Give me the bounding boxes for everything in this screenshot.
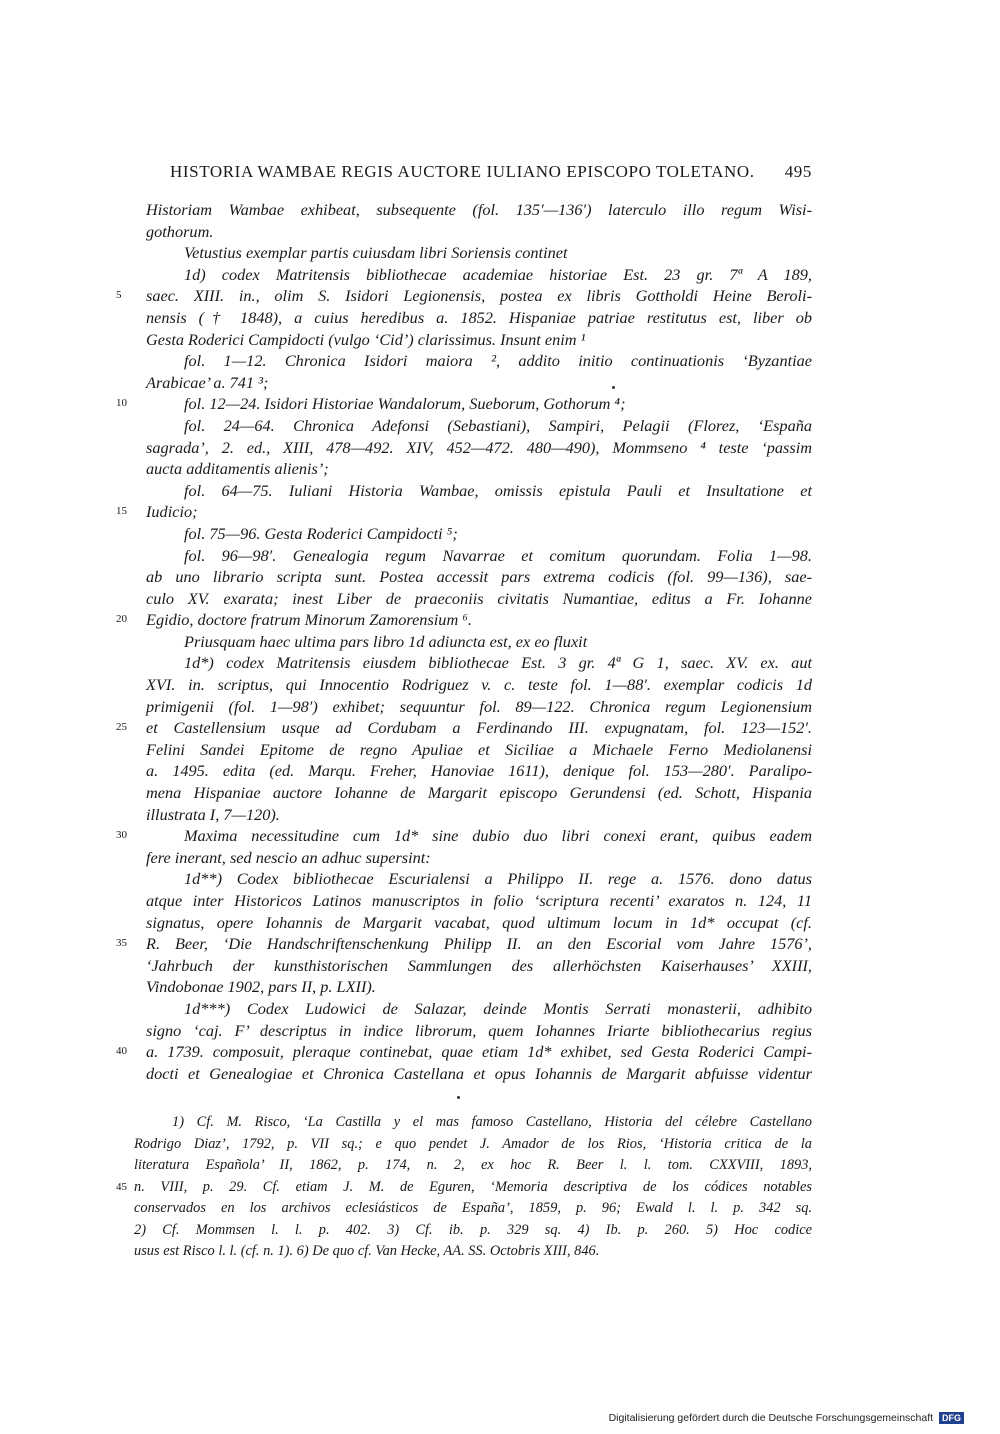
text-line — [146, 631, 812, 653]
line-text: gothorum. — [146, 221, 214, 241]
line-text: Iudicio; — [146, 502, 198, 522]
running-title: HISTORIA WAMBAE REGIS AUCTORE IULIANO EPISCOPO TOLETANO. — [170, 162, 755, 181]
text-line — [146, 760, 812, 782]
line-text: Vindobonae 1902, pars II, p. LXII). — [146, 977, 376, 997]
line-number: 15 — [116, 505, 127, 518]
line-number: 5 — [116, 289, 122, 302]
text-line — [146, 545, 812, 567]
text-line — [146, 868, 812, 890]
text-line — [146, 523, 812, 545]
footnote-line — [134, 1134, 812, 1156]
line-text: fol. 64—75. Iuliani Historia Wambae, omissis epistula Pauli et Insultatione et — [184, 480, 812, 500]
running-header — [170, 162, 812, 182]
text-line — [116, 285, 812, 307]
speck — [457, 1096, 460, 1099]
line-text: illustrata I, 7—120). — [146, 804, 280, 824]
text-line — [146, 998, 812, 1020]
text-line — [146, 415, 812, 437]
line-text: saec. XIII. in., olim S. Isidori Legionensis, postea ex libris Gottholdi Heine Beroli- — [146, 286, 812, 306]
text-line — [146, 696, 812, 718]
text-line — [146, 890, 812, 912]
line-text: 1d**) Codex bibliothecae Escurialensi a Philippo II. rege a. 1576. dono datus — [184, 869, 812, 889]
text-line — [146, 782, 812, 804]
text-line — [116, 933, 812, 955]
line-text: fol. 1—12. Chronica Isidori maiora ², addito initio continuationis ‘Byzantiae — [184, 351, 812, 371]
footnote-line — [134, 1155, 812, 1177]
footnote-line — [134, 1112, 812, 1134]
line-text: a. 1739. composuit, pleraque continebat, quae etiam 1d* exhibet, sed Gesta Roderici Campi- — [146, 1042, 812, 1062]
line-text: fol. 96—98′. Genealogia regum Navarrae et comitum quorundam. Folia 1—98. — [184, 545, 812, 565]
text-line — [116, 393, 812, 415]
text-line — [146, 912, 812, 934]
footnote-line — [134, 1220, 812, 1242]
line-text: docti et Genealogiae et Chronica Castellana et opus Iohannis de Margarit abfuisse videntur — [146, 1063, 812, 1083]
line-text: signo ‘caj. F’ descriptus in indice librorum, quem Iohannes Iriarte bibliothecarius regius — [146, 1020, 812, 1040]
text-line — [146, 221, 812, 243]
line-text: sagrada’, 2. ed., XIII, 478—492. XIV, 452—472. 480—490), Mommseno ⁴ teste ‘passim — [146, 437, 812, 457]
text-line — [116, 825, 812, 847]
text-line — [146, 804, 812, 826]
digitization-credit — [609, 1412, 964, 1424]
line-text: Maxima necessitudine cum 1d* sine dubio duo libri conexi erant, quibus eadem — [184, 826, 812, 846]
line-text: 1d) codex Matritensis bibliothecae academiae historiae Est. 23 gr. 7ª A 189, — [184, 264, 812, 284]
line-text: atque inter Historicos Latinos manuscriptos in folio ‘scriptura recenti’ exaratos n. 124, 11 — [146, 891, 812, 910]
line-text: R. Beer, ‘Die Handschriftenschenkung Philipp II. an den Escorial vom Jahre 1576’, — [146, 934, 812, 954]
line-number: 30 — [116, 829, 127, 842]
line-text: fol. 12—24. Isidori Historiae Wandalorum, Sueborum, Gothorum ⁴; — [184, 394, 626, 414]
footnote-line — [134, 1198, 812, 1220]
line-text: ab uno librario scripta sunt. Postea accessit pars extrema codicis (fol. 99—136), sae- — [146, 567, 812, 587]
line-text: 1) Cf. M. Risco, ‘La Castilla y el mas famoso Castellano, Historia del célebre Castellano — [172, 1114, 812, 1130]
page-number: 495 — [784, 162, 812, 181]
line-text: XVI. in. scriptus, qui Innocentio Rodriguez v. c. teste fol. 1—88′. exemplar codicis 1d — [146, 675, 812, 695]
line-text: fol. 75—96. Gesta Roderici Campidocti ⁵; — [184, 523, 458, 543]
text-line — [116, 1041, 812, 1063]
text-line — [146, 847, 812, 869]
text-line — [146, 199, 812, 221]
line-text: aucta additamentis alienis’; — [146, 459, 329, 479]
line-text: signatus, opere Iohannis de Margarit vacabat, quod ultimum locum in 1d* occupat (cf. — [146, 912, 812, 932]
line-text: Egidio, doctore fratrum Minorum Zamorensium ⁶. — [146, 610, 473, 630]
text-line — [146, 458, 812, 480]
line-text: Gesta Roderici Campidocti (vulgo ‘Cid’) clarissimus. Insunt enim ¹ — [146, 329, 586, 349]
footnote-line — [134, 1241, 812, 1263]
line-number: 45 — [116, 1180, 127, 1193]
line-text: mena Hispaniae auctore Iohanne de Margarit episcopo Gerundensi (ed. Schott, Hispania — [146, 783, 812, 803]
text-line — [146, 652, 812, 674]
line-text: 1d***) Codex Ludowici de Salazar, deinde Montis Serrati monasterii, adhibito — [184, 998, 812, 1018]
text-line — [146, 350, 812, 372]
line-text: culo XV. exarata; inest Liber de praeconiis civitatis Numantiae, editus a Fr. Iohanne — [146, 588, 812, 608]
text-line — [146, 242, 812, 264]
line-text: Vetustius exemplar partis cuiusdam libri Soriensis continet — [184, 243, 568, 263]
line-text: Felini Sandei Epitome de regno Apuliae et Siciliae a Michaele Ferno Mediolanensi — [146, 739, 812, 759]
text-line — [146, 1020, 812, 1042]
line-text: primigenii (fol. 1—98′) exhibet; sequuntur fol. 89—122. Chronica regum Legionensium — [146, 696, 812, 716]
speck — [612, 386, 615, 389]
line-text: ‘Jahrbuch der kunsthistorischen Sammlungen des allerhöchsten Kaiserhauses’ XXIII, — [146, 955, 812, 975]
text-line — [116, 609, 812, 631]
line-text: Priusquam haec ultima pars libro 1d adiuncta est, ex eo fluxit — [184, 631, 588, 651]
text-line — [146, 739, 812, 761]
line-text: et Castellensium usque ad Cordubam a Ferdinando III. expugnatam, fol. 123—152′. — [146, 718, 812, 738]
text-line — [146, 1063, 812, 1085]
line-text: Rodrigo Diaz’, 1792, p. VII sq.; e quo pendet J. Amador de los Rios, ‘Historia critica de la — [134, 1135, 812, 1152]
line-number: 20 — [116, 613, 127, 626]
text-line — [146, 976, 812, 998]
line-number: 25 — [116, 721, 127, 734]
line-number: 35 — [116, 937, 127, 950]
line-text: n. VIII, p. 29. Cf. etiam J. M. de Eguren, ‘Memoria descriptiva de los códices notables — [134, 1178, 812, 1195]
text-line — [146, 329, 812, 351]
footnote-line — [116, 1177, 812, 1199]
text-line — [146, 264, 812, 286]
line-text: conservados en los archivos eclesiásticos de España’, 1859, p. 96; Ewald l. l. p. 342 sq. — [134, 1200, 812, 1216]
text-line — [146, 955, 812, 977]
line-text: 2) Cf. Mommsen l. l. p. 402. 3) Cf. ib. p. 329 sq. 4) Ib. p. 260. 5) Hoc codice — [134, 1221, 812, 1238]
dfg-logo: DFG — [939, 1412, 964, 1424]
text-line — [146, 307, 812, 329]
text-line — [116, 717, 812, 739]
line-text: nensis († 1848), a cuius heredibus a. 1852. Hispaniae patriae restitutus est, liber ob — [146, 307, 812, 327]
line-text: Arabicae’ a. 741 ³; — [146, 372, 269, 392]
line-text: Historiam Wambae exhibeat, subsequente (fol. 135′—136′) laterculo illo regum Wisi- — [146, 200, 812, 219]
footnotes — [116, 1112, 812, 1263]
line-number: 40 — [116, 1045, 127, 1058]
text-line — [146, 566, 812, 588]
text-line — [146, 588, 812, 610]
text-line — [146, 674, 812, 696]
text-line — [116, 501, 812, 523]
line-text: fol. 24—64. Chronica Adefonsi (Sebastiani), Sampiri, Pelagii (Florez, ‘España — [184, 415, 812, 435]
line-text: usus est Risco l. l. (cf. n. 1). 6) De quo cf. Van Hecke, AA. SS. Octobris XIII, 846. — [134, 1243, 600, 1259]
main-text — [116, 199, 812, 1084]
line-text: 1d*) codex Matritensis eiusdem bibliothecae Est. 3 gr. 4ª G 1, saec. XV. ex. aut — [184, 653, 812, 673]
line-text: a. 1495. edita (ed. Marqu. Freher, Hanoviae 1611), denique fol. 153—280′. Paralipo- — [146, 761, 812, 781]
text-line — [146, 372, 812, 394]
text-line — [146, 480, 812, 502]
line-text: literatura Española’ II, 1862, p. 174, n. 2, ex hoc R. Beer l. l. tom. CXXVIII, 1893, — [134, 1157, 812, 1173]
text-line — [146, 437, 812, 459]
line-number: 10 — [116, 397, 127, 410]
line-text: fere inerant, sed nescio an adhuc supersint: — [146, 847, 431, 867]
digitization-text: Digitalisierung gefördert durch die Deutsche Forschungsgemeinschaft — [608, 1412, 934, 1424]
